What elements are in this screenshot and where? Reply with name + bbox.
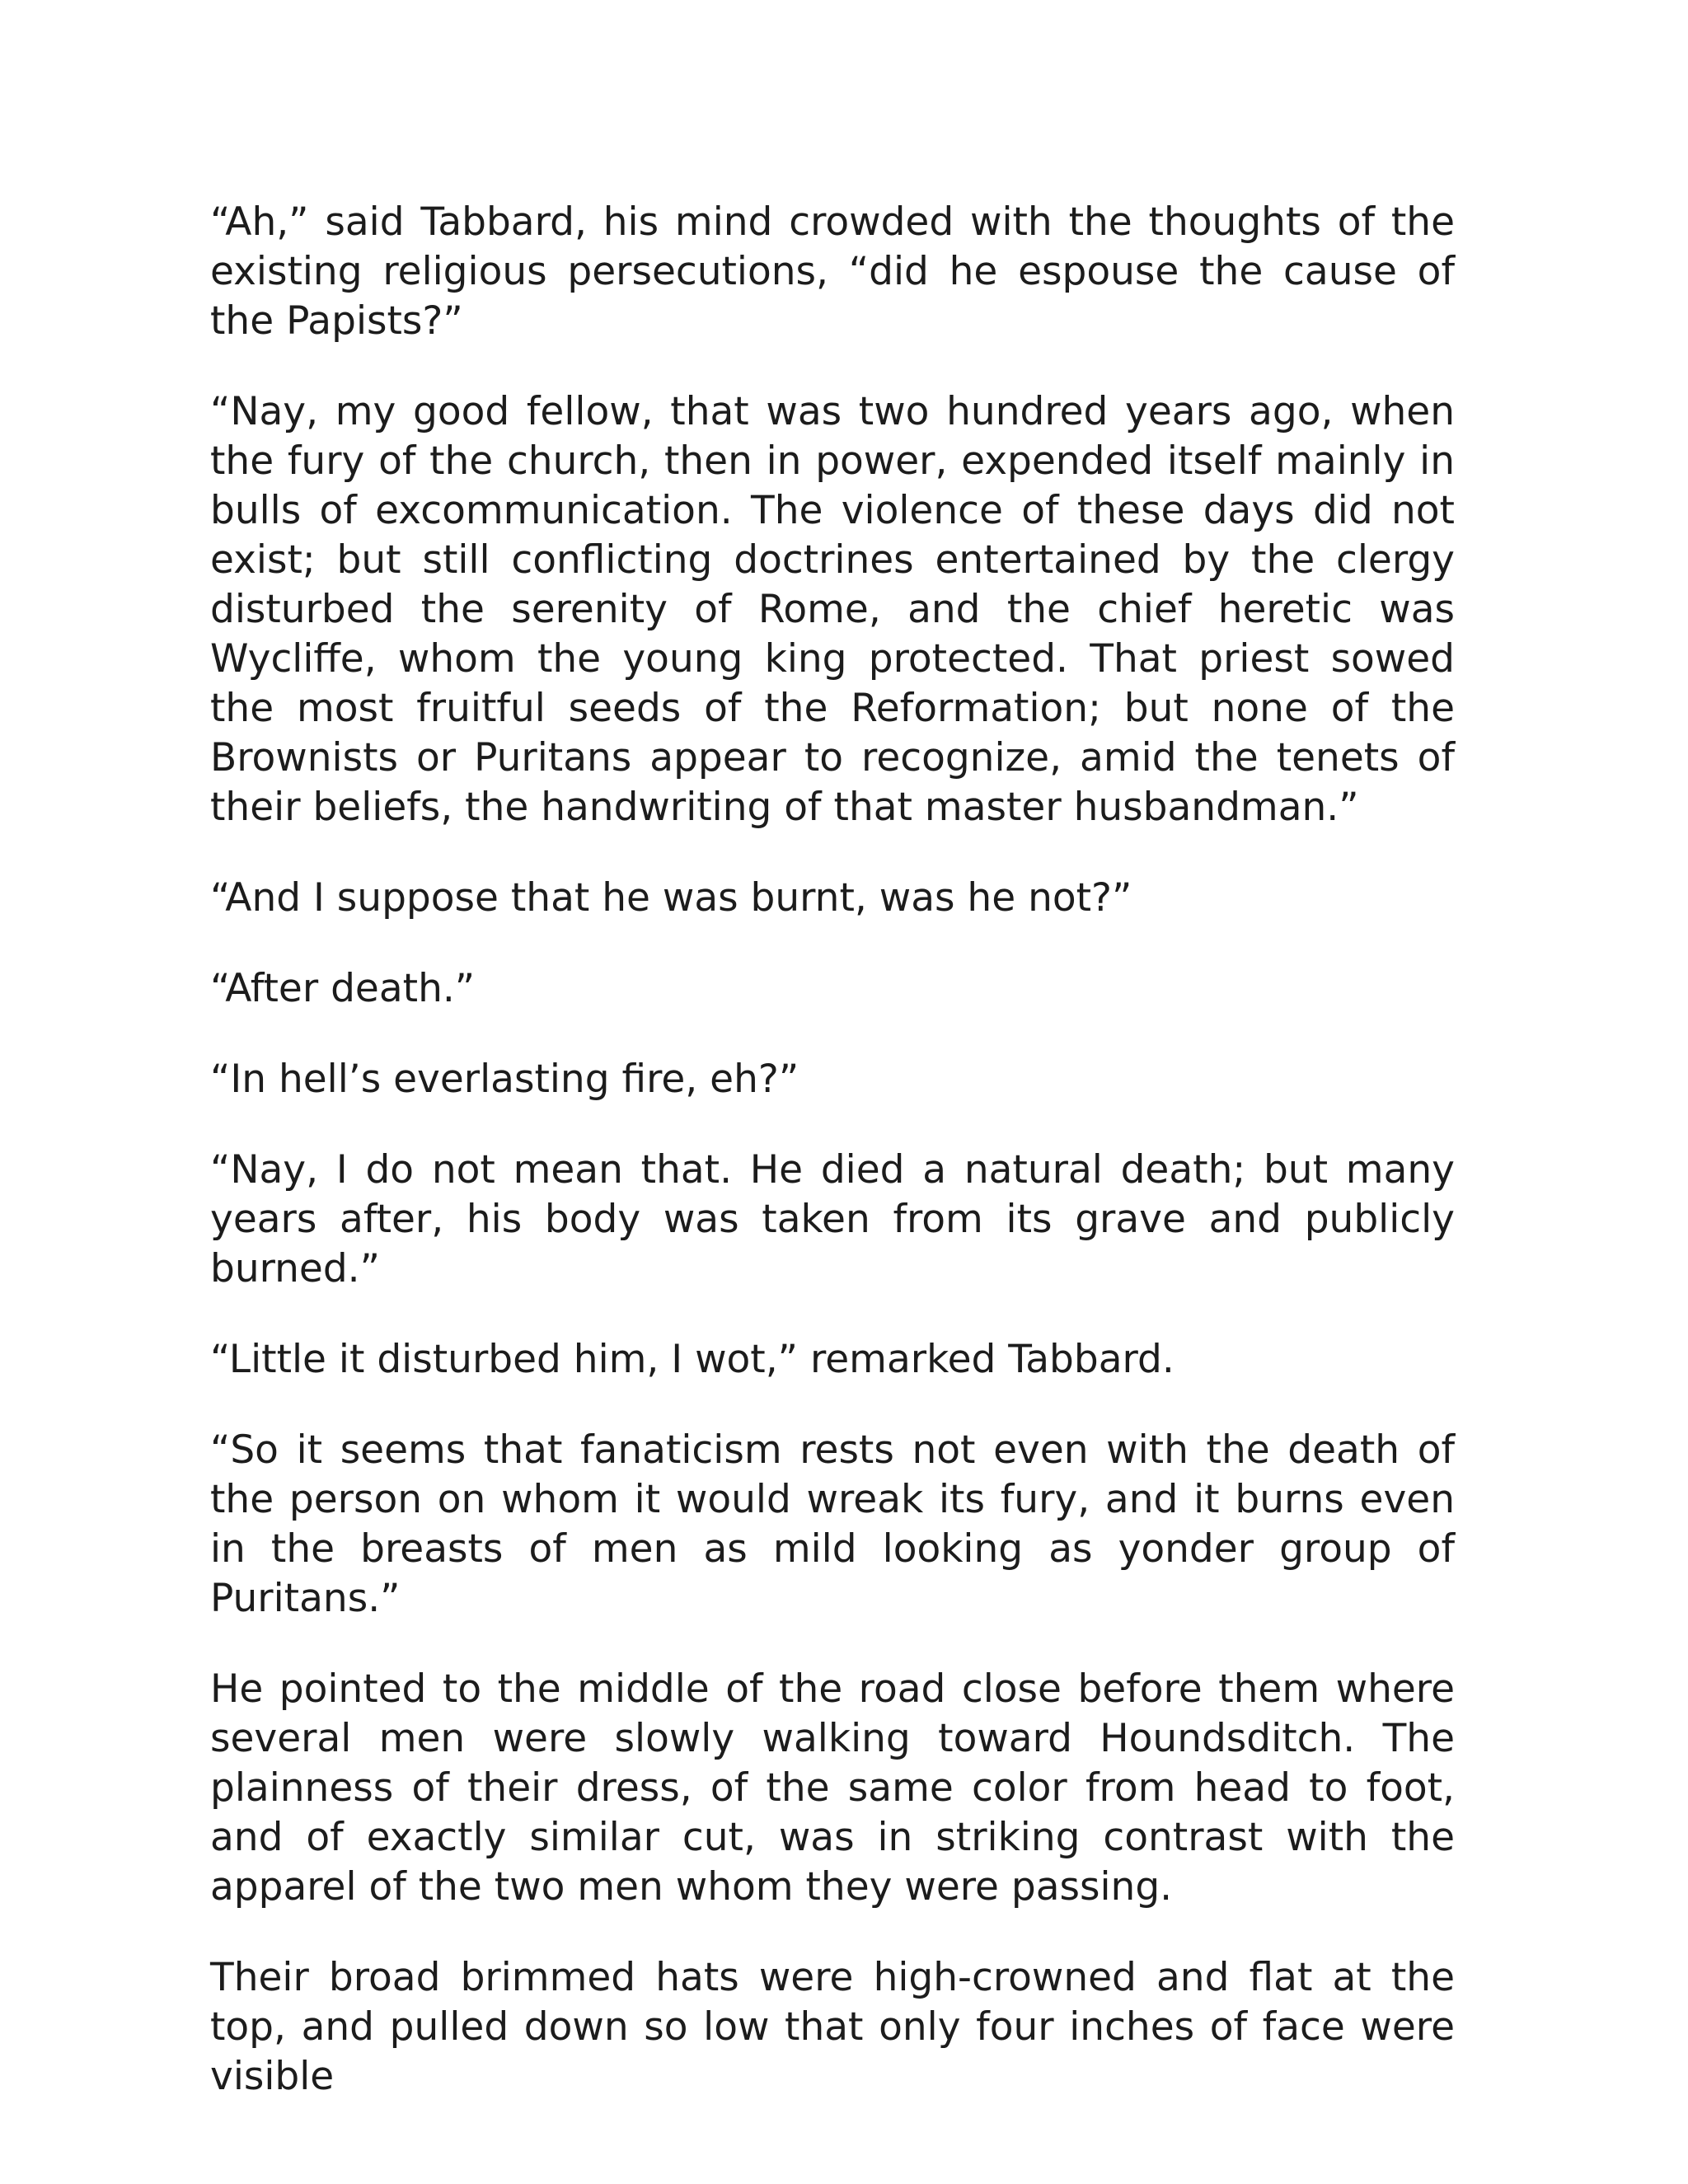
paragraph-1: “Ah,” said Tabbard, his mind crowded with the thoughts of the existing religious persecutions, “did he espouse the cause of the Papists?” — [210, 199, 1455, 344]
paragraph-3: “And I suppose that he was burnt, was he not?” — [210, 875, 1132, 921]
paragraph-10: Their broad brimmed hats were high-crowned and flat at the top, and pulled down so low that only four inches of face were visible — [210, 1955, 1455, 2099]
paragraph-2: “Nay, my good fellow, that was two hundred years ago, when the fury of the church, then in power, expended itself mainly in bulls of excommunication. The violence of these days did not exist; but still conflicting doctrines entertained by the clergy disturbed the serenity of Rome, and the chief heretic was Wycliffe, whom the young king protected. That priest sowed the most fruitful seeds of the Reformation; but none of the Brownists or Puritans appear to recognize, amid the tenets of their beliefs, the handwriting of that master husbandman.” — [210, 389, 1455, 830]
paragraph-8: “So it seems that fanaticism rests not even with the death of the person on whom it would wreak its fury, and it burns even in the breasts of men as mild looking as yonder group of Puritans.” — [210, 1427, 1455, 1621]
paragraph-7: “Little it disturbed him, I wot,” remarked Tabbard. — [210, 1337, 1175, 1382]
paragraph-6: “Nay, I do not mean that. He died a natural death; but many years after, his body was taken from its grave and publicly burned.” — [210, 1147, 1455, 1291]
paragraph-5: “In hell’s everlasting fire, eh?” — [210, 1057, 799, 1102]
body-text — [210, 198, 1455, 2143]
paragraph-4: “After death.” — [210, 966, 476, 1011]
paragraph-9: He pointed to the middle of the road close before them where several men were slowly walking toward Houndsditch. The plainness of their dress, of the same color from head to foot, and of exactly similar cut, was in striking contrast with the apparel of the two men whom they were passing. — [210, 1666, 1455, 1910]
